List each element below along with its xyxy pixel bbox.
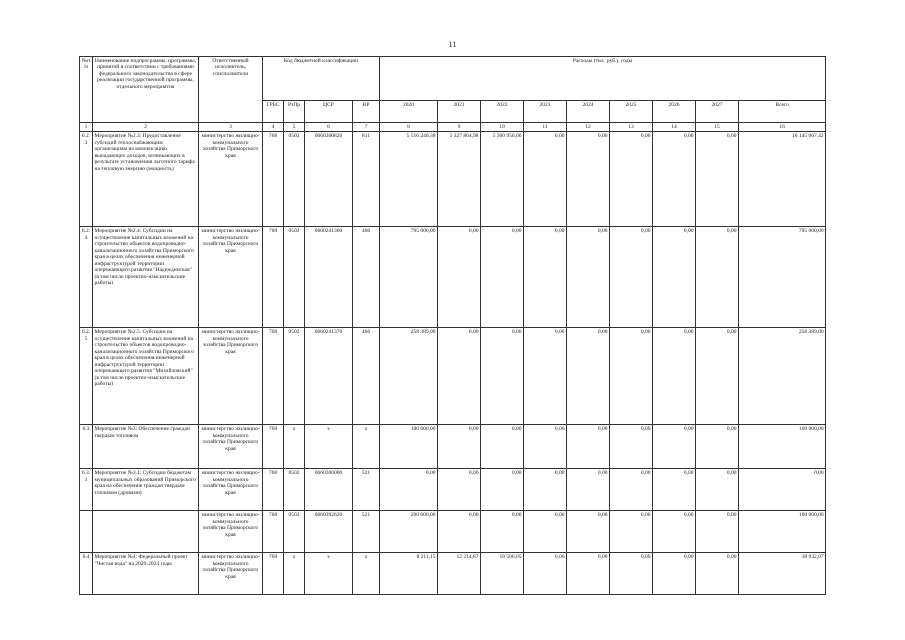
- column-number: 1: [80, 123, 93, 132]
- row-expense-value: 0,00: [524, 553, 567, 595]
- column-number: 6: [305, 123, 353, 132]
- row-expense-value: 0,00: [696, 469, 739, 511]
- row-expense-value: 0,00: [567, 132, 610, 227]
- row-expense-value: 258 389,00: [380, 328, 438, 425]
- table-row: [80, 425, 826, 469]
- row-number: 6.4: [80, 553, 93, 595]
- row-expense-value: 0,00: [610, 328, 653, 425]
- row-expense-value: 0,00: [567, 425, 610, 469]
- row-rzpr: 0502: [284, 328, 305, 425]
- row-total: 16 145 067,42: [739, 132, 826, 227]
- row-number: 6.3: [80, 425, 93, 469]
- column-number: 13: [610, 123, 653, 132]
- row-total: 38 932,07: [739, 553, 826, 595]
- row-executor: министерство жилищно-коммунального хозяйства Приморского края: [199, 328, 263, 425]
- row-expense-value: 5 327 864,98: [438, 132, 481, 227]
- header-expenses: Расходы (тыс. руб.), годы: [380, 57, 826, 101]
- row-number: 6.2.5: [80, 328, 93, 425]
- row-csr: 0660260820: [305, 132, 353, 227]
- table-row: [80, 227, 826, 328]
- row-name: Мероприятие №2.4: Субсидии на осуществление капитальных вложений на строительство объектов водопроводно-канализационного хозяйства Приморского края в целях обеспечения инженерной инфраструктурой территории опережающего развития "Надеждинская" (в том числе проектно-изыскательские работы): [93, 227, 199, 328]
- row-expense-value: 5 300 956,06: [481, 132, 524, 227]
- row-expense-value: 0,00: [610, 469, 653, 511]
- row-csr: х: [305, 553, 353, 595]
- row-name: [93, 511, 199, 553]
- page-number: 11: [448, 40, 457, 49]
- row-grbs: 768: [263, 328, 284, 425]
- row-grbs: 768: [263, 511, 284, 553]
- row-expense-value: 0,00: [524, 469, 567, 511]
- row-expense-value: 0,00: [567, 511, 610, 553]
- header-year-2022: 2022: [481, 101, 524, 123]
- row-name: Мероприятие №2.5. Субсидии на осуществление капитальных вложений на строительство объектов водопроводно-канализационного хозяйства Приморского края в целях обеспечения инженерной инфраструктурой территории опережающего развития "Михайловский" (в том числе проектно-изыскательские работы): [93, 328, 199, 425]
- row-executor: министерство жилищно-коммунального хозяйства Приморского края: [199, 511, 263, 553]
- row-grbs: 768: [263, 469, 284, 511]
- row-vr: х: [353, 553, 380, 595]
- row-expense-value: 0,00: [610, 425, 653, 469]
- row-csr: 0660392620: [305, 511, 353, 553]
- header-csr: ЦСР: [305, 101, 353, 123]
- row-executor: министерство жилищно-коммунального хозяйства Приморского края: [199, 227, 263, 328]
- row-name: Мероприятие №2.3: Предоставление субсидий теплоснабжающим организациям на компенсацию выпадающих доходов, возникающих в результате установления льготного тарифа на тепловую энергию (мощность): [93, 132, 199, 227]
- header-budget-classification: Код бюджетной классификации: [263, 57, 380, 101]
- table-row: [80, 328, 826, 425]
- column-number: 9: [438, 123, 481, 132]
- column-number: 11: [524, 123, 567, 132]
- row-expense-value: 0,00: [696, 328, 739, 425]
- header-name: Наименование подпрограммы, программы, принятой в соответствии с требованиями федерального законодательства в сфере реализации государственной программы, отдельного мероприятия: [93, 57, 199, 123]
- header-year-2026: 2026: [653, 101, 696, 123]
- row-rzpr: 0502: [284, 132, 305, 227]
- row-csr: х: [305, 425, 353, 469]
- row-vr: х: [353, 425, 380, 469]
- table-row: [80, 469, 826, 511]
- row-expense-value: 0,00: [653, 511, 696, 553]
- row-expense-value: 0,00: [481, 227, 524, 328]
- row-expense-value: 0,00: [524, 328, 567, 425]
- row-executor: министерство жилищно-коммунального хозяйства Приморского края: [199, 132, 263, 227]
- row-expense-value: 0,00: [380, 469, 438, 511]
- row-expense-value: 0,00: [653, 553, 696, 595]
- column-number: 8: [380, 123, 438, 132]
- row-executor: министерство жилищно-коммунального хозяйства Приморского края: [199, 469, 263, 511]
- row-expense-value: 8 211,15: [380, 553, 438, 595]
- column-number: 14: [653, 123, 696, 132]
- row-total: 100 000,00: [739, 511, 826, 553]
- row-name: Мероприятие №4: Федеральный проект "Чистая вода" на 2020-2024 годы: [93, 553, 199, 595]
- row-number: 6.2.4: [80, 227, 93, 328]
- row-grbs: 768: [263, 132, 284, 227]
- row-expense-value: 0,00: [653, 469, 696, 511]
- row-expense-value: 0,00: [438, 511, 481, 553]
- row-number: 6.3.1: [80, 469, 93, 511]
- row-expense-value: 12 214,87: [438, 553, 481, 595]
- row-grbs: 768: [263, 553, 284, 595]
- header-num: №п/п: [80, 57, 93, 123]
- row-expense-value: 0,00: [653, 328, 696, 425]
- column-number: 3: [199, 123, 263, 132]
- row-rzpr: 0502: [284, 469, 305, 511]
- row-rzpr: 0502: [284, 511, 305, 553]
- row-expense-value: 0,00: [610, 227, 653, 328]
- header-total: Всего: [739, 101, 826, 123]
- column-number: 5: [284, 123, 305, 132]
- row-expense-value: 0,00: [438, 227, 481, 328]
- row-rzpr: х: [284, 553, 305, 595]
- row-name: Мероприятие №3: Обеспечение граждан твердым топливом: [93, 425, 199, 469]
- header-year-2025: 2025: [610, 101, 653, 123]
- row-expense-value: 0,00: [653, 132, 696, 227]
- row-expense-value: 0,00: [696, 132, 739, 227]
- row-expense-value: 0,00: [438, 425, 481, 469]
- header-rzpr: РзПр: [284, 101, 305, 123]
- row-expense-value: 0,00: [610, 511, 653, 553]
- row-expense-value: 0,00: [696, 553, 739, 595]
- row-vr: 521: [353, 511, 380, 553]
- column-number: 2: [93, 123, 199, 132]
- row-expense-value: 0,00: [524, 132, 567, 227]
- row-expense-value: 18 506,05: [481, 553, 524, 595]
- row-total: 258 389,00: [739, 328, 826, 425]
- row-expense-value: 0,00: [696, 227, 739, 328]
- row-vr: 521: [353, 469, 380, 511]
- row-expense-value: 0,00: [610, 132, 653, 227]
- row-name: Мероприятие №3.1: Субсидии бюджетам муниципальных образований Приморского края на обеспечение граждан твердым топливом (дровами): [93, 469, 199, 511]
- table-row: [80, 553, 826, 595]
- row-total: 795 000,00: [739, 227, 826, 328]
- row-grbs: 768: [263, 227, 284, 328]
- row-expense-value: 200 000,00: [380, 511, 438, 553]
- row-expense-value: 0,00: [481, 328, 524, 425]
- header-grbs: ГРБС: [263, 101, 284, 123]
- header-executor: Ответственный исполнитель, соисполнители: [199, 57, 263, 123]
- column-number: 12: [567, 123, 610, 132]
- row-expense-value: 100 000,00: [380, 425, 438, 469]
- row-expense-value: 0,00: [481, 469, 524, 511]
- row-vr: 466: [353, 328, 380, 425]
- row-expense-value: 795 000,00: [380, 227, 438, 328]
- row-expense-value: 0,00: [438, 328, 481, 425]
- row-expense-value: 0,00: [567, 328, 610, 425]
- header-year-2024: 2024: [567, 101, 610, 123]
- budget-table: [79, 56, 826, 595]
- column-number: 15: [696, 123, 739, 132]
- row-expense-value: 0,00: [524, 511, 567, 553]
- row-total: 0,00: [739, 469, 826, 511]
- row-expense-value: 0,00: [481, 425, 524, 469]
- row-executor: министерство жилищно-коммунального хозяйства Приморского края: [199, 553, 263, 595]
- row-expense-value: 0,00: [438, 469, 481, 511]
- row-expense-value: 0,00: [653, 425, 696, 469]
- row-csr: 0660300000: [305, 469, 353, 511]
- row-csr: 0660241360: [305, 227, 353, 328]
- row-csr: 0660241370: [305, 328, 353, 425]
- header-year-2021: 2021: [438, 101, 481, 123]
- row-expense-value: 0,00: [524, 227, 567, 328]
- row-expense-value: 0,00: [524, 425, 567, 469]
- row-vr: 811: [353, 132, 380, 227]
- row-expense-value: 0,00: [567, 227, 610, 328]
- row-number: [80, 511, 93, 553]
- row-rzpr: 0502: [284, 227, 305, 328]
- row-expense-value: 0,00: [481, 511, 524, 553]
- header-year-2023: 2023: [524, 101, 567, 123]
- row-total: 100 000,00: [739, 425, 826, 469]
- row-rzpr: х: [284, 425, 305, 469]
- row-executor: министерство жилищно-коммунального хозяйства Приморского края: [199, 425, 263, 469]
- row-grbs: 768: [263, 425, 284, 469]
- row-expense-value: 0,00: [610, 553, 653, 595]
- table-row: [80, 132, 826, 227]
- row-vr: 466: [353, 227, 380, 328]
- header-year-2020: 2020: [380, 101, 438, 123]
- header-year-2027: 2027: [696, 101, 739, 123]
- column-number: 10: [481, 123, 524, 132]
- column-number: 16: [739, 123, 826, 132]
- row-expense-value: 0,00: [696, 425, 739, 469]
- row-expense-value: 5 516 246,38: [380, 132, 438, 227]
- row-number: 6.2.3: [80, 132, 93, 227]
- row-expense-value: 0,00: [567, 553, 610, 595]
- column-number: 7: [353, 123, 380, 132]
- row-expense-value: 0,00: [567, 469, 610, 511]
- row-expense-value: 0,00: [696, 511, 739, 553]
- column-number: 4: [263, 123, 284, 132]
- table-row: [80, 511, 826, 553]
- row-expense-value: 0,00: [653, 227, 696, 328]
- header-vr: ВР: [353, 101, 380, 123]
